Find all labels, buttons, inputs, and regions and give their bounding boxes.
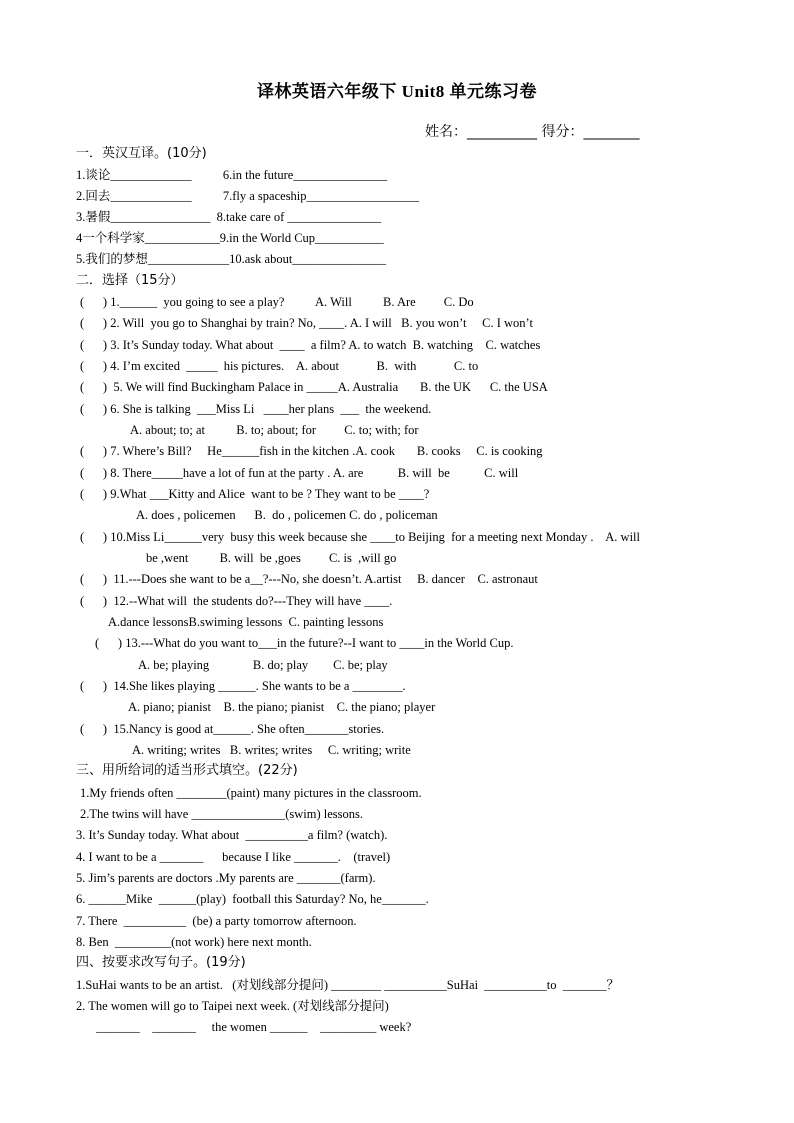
worksheet-line: ( ) 15.Nancy is good at______. She often_______stories. bbox=[80, 722, 385, 736]
section-heading: 一．英汉互译。(10分) bbox=[76, 146, 207, 161]
section-heading: 二．选择（15分） bbox=[76, 273, 184, 288]
section-heading: 三、用所给词的适当形式填空。(22分) bbox=[76, 763, 298, 778]
worksheet-line: 5.我们的梦想_____________10.ask about_______________ bbox=[76, 252, 387, 266]
worksheet-line: 1.My friends often ________(paint) many pictures in the classroom. bbox=[80, 786, 422, 800]
worksheet-line: 1.SuHai wants to be an artist. (对划线部分提问) ________ __________SuHai __________to _______？ bbox=[76, 978, 620, 992]
worksheet-line: ( ) 7. Where’s Bill? He______fish in the kitchen .A. cook B. cooks C. is cooking bbox=[80, 444, 543, 458]
worksheet-line: ( ) 1.______ you going to see a play? A. Will B. Are C. Do bbox=[80, 295, 474, 309]
name-score-line: 姓名：__________ 得分：________ bbox=[425, 124, 640, 140]
worksheet-line: A. piano; pianist B. the piano; pianist C. the piano; player bbox=[128, 700, 436, 714]
worksheet-line: 2.The twins will have _______________(swim) lessons. bbox=[80, 807, 363, 821]
worksheet-line: A. be; playing B. do; play C. be; play bbox=[138, 658, 388, 672]
worksheet-line: ( ) 13.---What do you want to___in the future?--I want to ____in the World Cup. bbox=[95, 636, 514, 650]
worksheet-line: ( ) 9.What ___Kitty and Alice want to be ? They want to be ____? bbox=[80, 487, 430, 501]
worksheet-line: 2.回去_____________ 7.fly a spaceship__________________ bbox=[76, 189, 420, 203]
section-heading: 四、按要求改写句子。(19分) bbox=[76, 955, 246, 970]
worksheet-line: A. does , policemen B. do , policemen C. do , policeman bbox=[136, 508, 438, 522]
worksheet-line: 3. It’s Sunday today. What about __________a film? (watch). bbox=[76, 828, 388, 842]
worksheet-line: ( ) 6. She is talking ___Miss Li ____her plans ___ the weekend. bbox=[80, 402, 432, 416]
worksheet-line: A. about; to; at B. to; about; for C. to; with; for bbox=[130, 423, 419, 437]
worksheet-line: ( ) 4. I’m excited _____ his pictures. A. about B. with C. to bbox=[80, 359, 479, 373]
worksheet-line: 7. There __________ (be) a party tomorrow afternoon. bbox=[76, 914, 357, 928]
worksheet-line: 2. The women will go to Taipei next week. (对划线部分提问) bbox=[76, 999, 389, 1013]
worksheet-line: A. writing; writes B. writes; writes C. writing; write bbox=[132, 743, 411, 757]
worksheet-line: ( ) 12.--What will the students do?---They will have ____. bbox=[80, 594, 393, 608]
worksheet-line: ( ) 14.She likes playing ______. She wants to be a ________. bbox=[80, 679, 406, 693]
worksheet-line: 8. Ben _________(not work) here next month. bbox=[76, 935, 312, 949]
worksheet-line: 4一个科学家____________9.in the World Cup___________ bbox=[76, 231, 384, 245]
worksheet-line: _______ _______ the women ______ _________ week? bbox=[96, 1020, 412, 1034]
worksheet-line: ( ) 8. There_____have a lot of fun at the party . A. are B. will be C. will bbox=[80, 466, 519, 480]
worksheet-line: ( ) 2. Will you go to Shanghai by train? No, ____. A. I will B. you won’t C. I won’t bbox=[80, 316, 533, 330]
worksheet-line: ( ) 11.---Does she want to be a__?---No, she doesn’t. A.artist B. dancer C. astronaut bbox=[80, 572, 538, 586]
worksheet-line: 1.谈论_____________ 6.in the future_______________ bbox=[76, 168, 388, 182]
worksheet-line: ( ) 5. We will find Buckingham Palace in _____A. Australia B. the UK C. the USA bbox=[80, 380, 548, 394]
worksheet-line: ( ) 3. It’s Sunday today. What about ____ a film? A. to watch B. watching C. watches bbox=[80, 338, 541, 352]
worksheet-line: A.dance lessonsB.swiming lessons C. painting lessons bbox=[108, 615, 384, 629]
worksheet-line: ( ) 10.Miss Li______very busy this week because she ____to Beijing for a meeting next Monday . A. will bbox=[80, 530, 640, 544]
worksheet-line: be ,went B. will be ,goes C. is ,will go bbox=[146, 551, 397, 565]
worksheet-line: 6. ______Mike ______(play) football this Saturday? No, he_______. bbox=[76, 892, 429, 906]
page-title: 译林英语六年级下 Unit8 单元练习卷 bbox=[256, 82, 538, 101]
worksheet-line: 5. Jim’s parents are doctors .My parents are _______(farm). bbox=[76, 871, 376, 885]
worksheet-line: 3.暑假________________ 8.take care of _______________ bbox=[76, 210, 382, 224]
worksheet-line: 4. I want to be a _______ because I like _______. (travel) bbox=[76, 850, 391, 864]
